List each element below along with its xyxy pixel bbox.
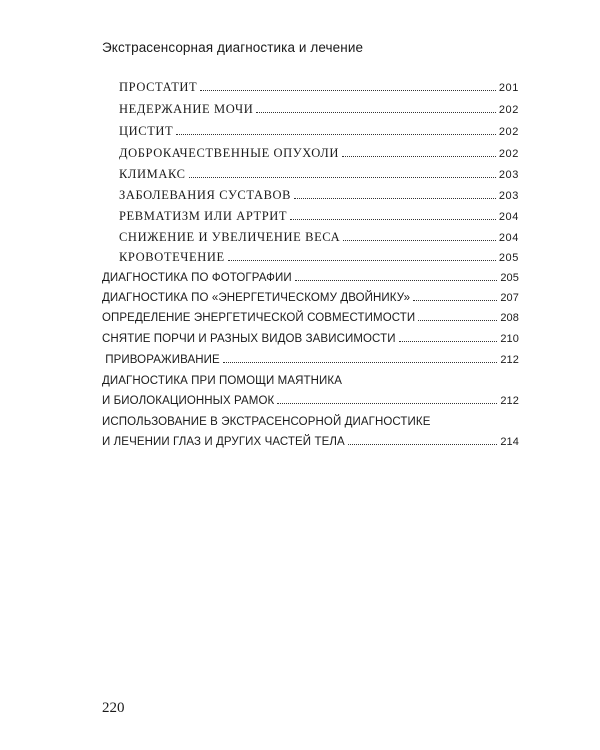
toc-entry-title: ЦИСТИТ [119, 124, 174, 138]
toc-entry-title: НЕДЕРЖАНИЕ МОЧИ [119, 102, 254, 116]
toc-entry-title: ПРОСТАТИТ [119, 80, 198, 94]
toc-entry[interactable] [119, 167, 519, 182]
dot-leader [399, 341, 498, 342]
dot-leader [294, 198, 496, 199]
toc-entry-title: И БИОЛОКАЦИОННЫХ РАМОК [102, 395, 275, 407]
toc-entry-page: 203 [498, 169, 519, 181]
dot-leader [342, 156, 496, 157]
toc-entry-page: 202 [498, 126, 519, 138]
dot-leader [413, 300, 497, 301]
dot-leader [176, 134, 496, 135]
toc-entry-page: 207 [500, 292, 519, 304]
toc-entry[interactable] [119, 146, 519, 161]
toc-entry-title: ОПРЕДЕЛЕНИЕ ЭНЕРГЕТИЧЕСКОЙ СОВМЕСТИМОСТИ [102, 312, 416, 324]
dot-leader [348, 444, 498, 445]
toc-entry-line1[interactable]: ИСПОЛЬЗОВАНИЕ В ЭКСТРАСЕНСОРНОЙ ДИАГНОСТИКЕ [102, 416, 431, 428]
dot-leader [290, 219, 496, 220]
toc-entry-page: 202 [498, 148, 519, 160]
toc-entry-page: 204 [498, 211, 519, 223]
toc-entry[interactable] [102, 332, 519, 346]
toc-entry[interactable] [119, 102, 519, 117]
toc-entry-title: КЛИМАКС [119, 167, 186, 181]
toc-entry-page: 205 [498, 252, 519, 264]
toc-entry[interactable] [102, 435, 519, 449]
toc-entry-line1[interactable]: ДИАГНОСТИКА ПРИ ПОМОЩИ МАЯТНИКА [102, 375, 342, 387]
toc-entry-title: СНЯТИЕ ПОРЧИ И РАЗНЫХ ВИДОВ ЗАВИСИМОСТИ [102, 333, 396, 345]
toc-entry-title: СНИЖЕНИЕ И УВЕЛИЧЕНИЕ ВЕСА [119, 230, 341, 244]
toc-entry-title: ЗАБОЛЕВАНИЯ СУСТАВОВ [119, 188, 292, 202]
toc-entry-page: 204 [498, 232, 519, 244]
toc-entry-page: 210 [500, 333, 519, 345]
toc-entry-title: И ЛЕЧЕНИИ ГЛАЗ И ДРУГИХ ЧАСТЕЙ ТЕЛА [102, 436, 345, 448]
toc-entry-title: РЕВМАТИЗМ ИЛИ АРТРИТ [119, 209, 288, 223]
dot-leader [223, 362, 498, 363]
toc-entry[interactable] [119, 230, 519, 245]
dot-leader [200, 90, 496, 91]
toc-entry-page: 201 [498, 82, 519, 94]
toc-entry-title: КРОВОТЕЧЕНИЕ [119, 250, 225, 264]
toc-entry[interactable] [119, 209, 519, 224]
dot-leader [295, 280, 498, 281]
toc-entry-page: 202 [498, 104, 519, 116]
dot-leader [418, 320, 497, 321]
dot-leader [256, 112, 495, 113]
toc-entry-title: ДИАГНОСТИКА ПО ФОТОГРАФИИ [102, 272, 292, 284]
toc-entry[interactable] [102, 291, 519, 305]
toc-entry[interactable] [102, 353, 519, 367]
dot-leader [343, 240, 496, 241]
toc-entry-title: ПРИВОРАЖИВАНИЕ [102, 354, 220, 366]
toc-entry-page: 212 [500, 395, 519, 407]
toc-entry-page: 212 [500, 354, 519, 366]
toc-entry-title: ДИАГНОСТИКА ПО «ЭНЕРГЕТИЧЕСКОМУ ДВОЙНИКУ» [102, 292, 411, 304]
toc-entry[interactable] [119, 188, 519, 203]
dot-leader [277, 403, 497, 404]
toc-entry[interactable] [119, 80, 519, 95]
toc-entry[interactable] [102, 271, 519, 285]
page-number: 220 [102, 700, 125, 716]
toc-entry-page: 205 [500, 272, 519, 284]
toc-entry-page: 203 [498, 190, 519, 202]
toc-entry[interactable] [119, 124, 519, 139]
toc-entry-title: ДОБРОКАЧЕСТВЕННЫЕ ОПУХОЛИ [119, 146, 339, 160]
dot-leader [228, 260, 496, 261]
toc-entry[interactable] [119, 250, 519, 265]
toc-entry[interactable] [102, 394, 519, 408]
toc-entry[interactable] [102, 311, 519, 325]
toc-entry-page: 208 [500, 312, 519, 324]
running-header: Экстрасенсорная диагностика и лечение [102, 40, 364, 55]
dot-leader [189, 177, 496, 178]
toc-entry-page: 214 [500, 436, 519, 448]
